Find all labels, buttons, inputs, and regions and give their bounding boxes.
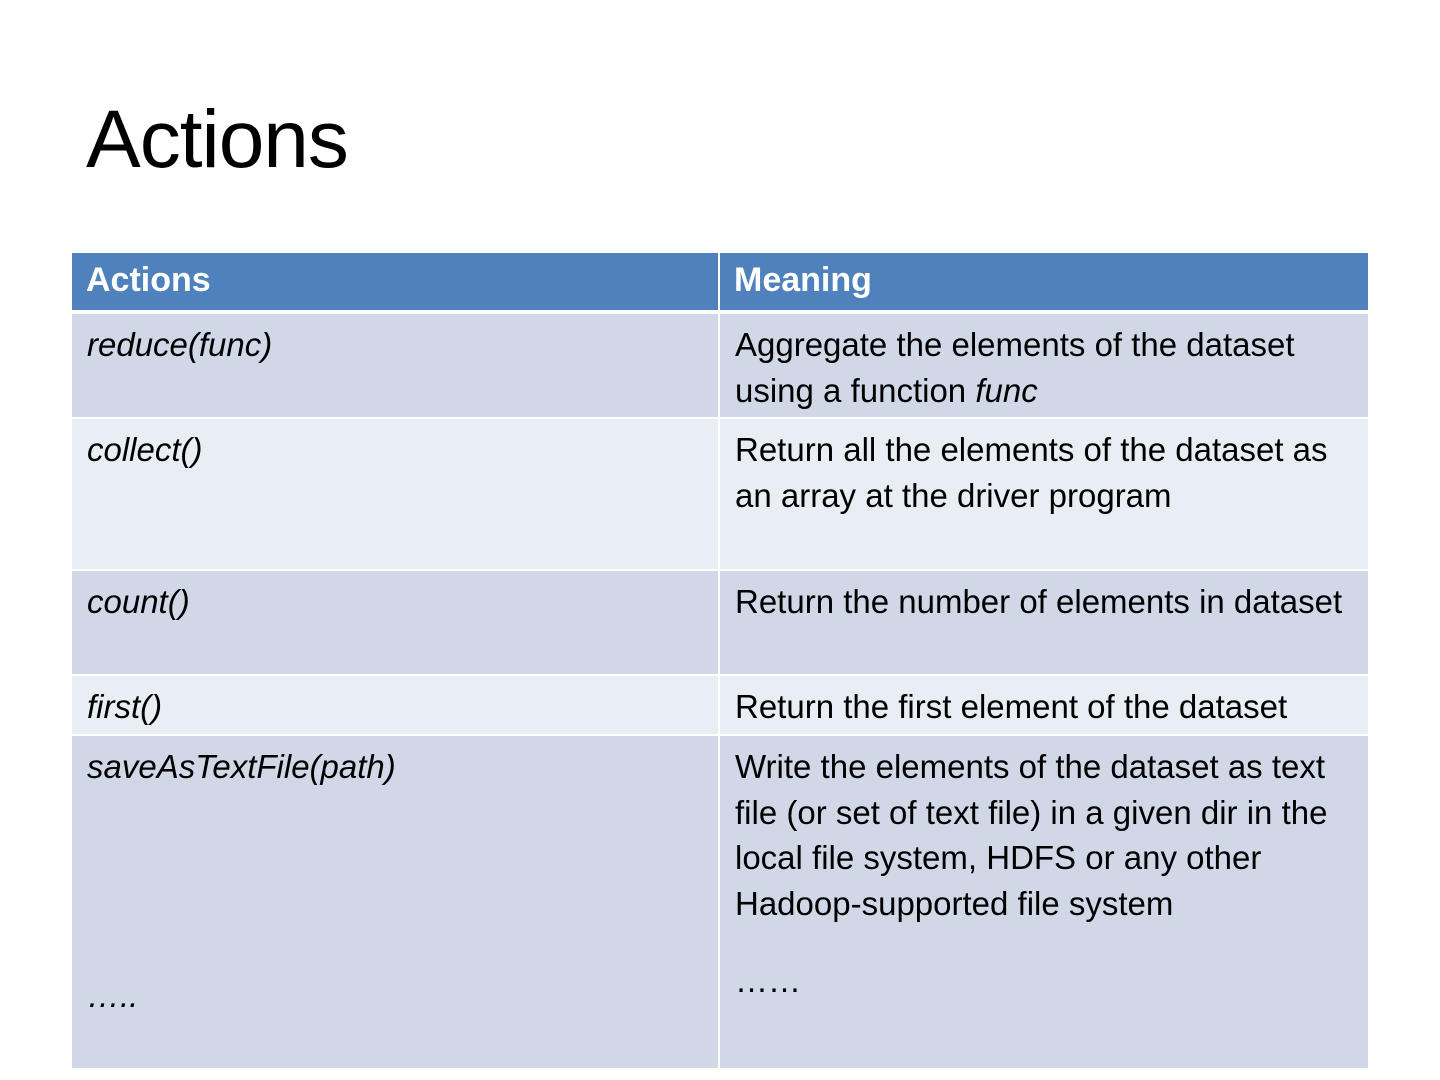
- actions-table: [72, 253, 1368, 1070]
- meaning-text: Aggregate the elements of the dataset using a function: [735, 326, 1295, 409]
- action-meaning: Return the first element of the dataset: [719, 675, 1368, 735]
- meaning-ellipsis: ……: [735, 962, 801, 999]
- table-header-row: [72, 253, 1368, 312]
- meaning-text: Write the elements of the dataset as text file (or set of text file) in a given dir in the local file system, HDFS or any other Hadoop-supported file system: [735, 748, 1328, 922]
- action-name: [72, 735, 719, 1069]
- action-name: first(): [72, 675, 719, 735]
- table-row: [72, 312, 1368, 418]
- action-meaning: Return all the elements of the dataset as an array at the driver program: [719, 418, 1368, 570]
- table-row: [72, 735, 1368, 1069]
- action-name: count(): [72, 570, 719, 675]
- action-name: reduce(func): [72, 312, 719, 418]
- meaning-italic: func: [975, 371, 1038, 409]
- action-name: collect(): [72, 418, 719, 570]
- header-actions: Actions: [72, 253, 719, 312]
- table-row: [72, 418, 1368, 570]
- action-ellipsis: …..: [87, 976, 139, 1014]
- table-row: [72, 675, 1368, 735]
- header-meaning: Meaning: [719, 253, 1368, 312]
- action-text: saveAsTextFile(path): [87, 748, 396, 785]
- action-meaning: [719, 735, 1368, 1069]
- slide-title: Actions: [86, 94, 348, 185]
- action-meaning: Return the number of elements in dataset: [719, 570, 1368, 675]
- table-row: [72, 570, 1368, 675]
- action-meaning: [719, 312, 1368, 418]
